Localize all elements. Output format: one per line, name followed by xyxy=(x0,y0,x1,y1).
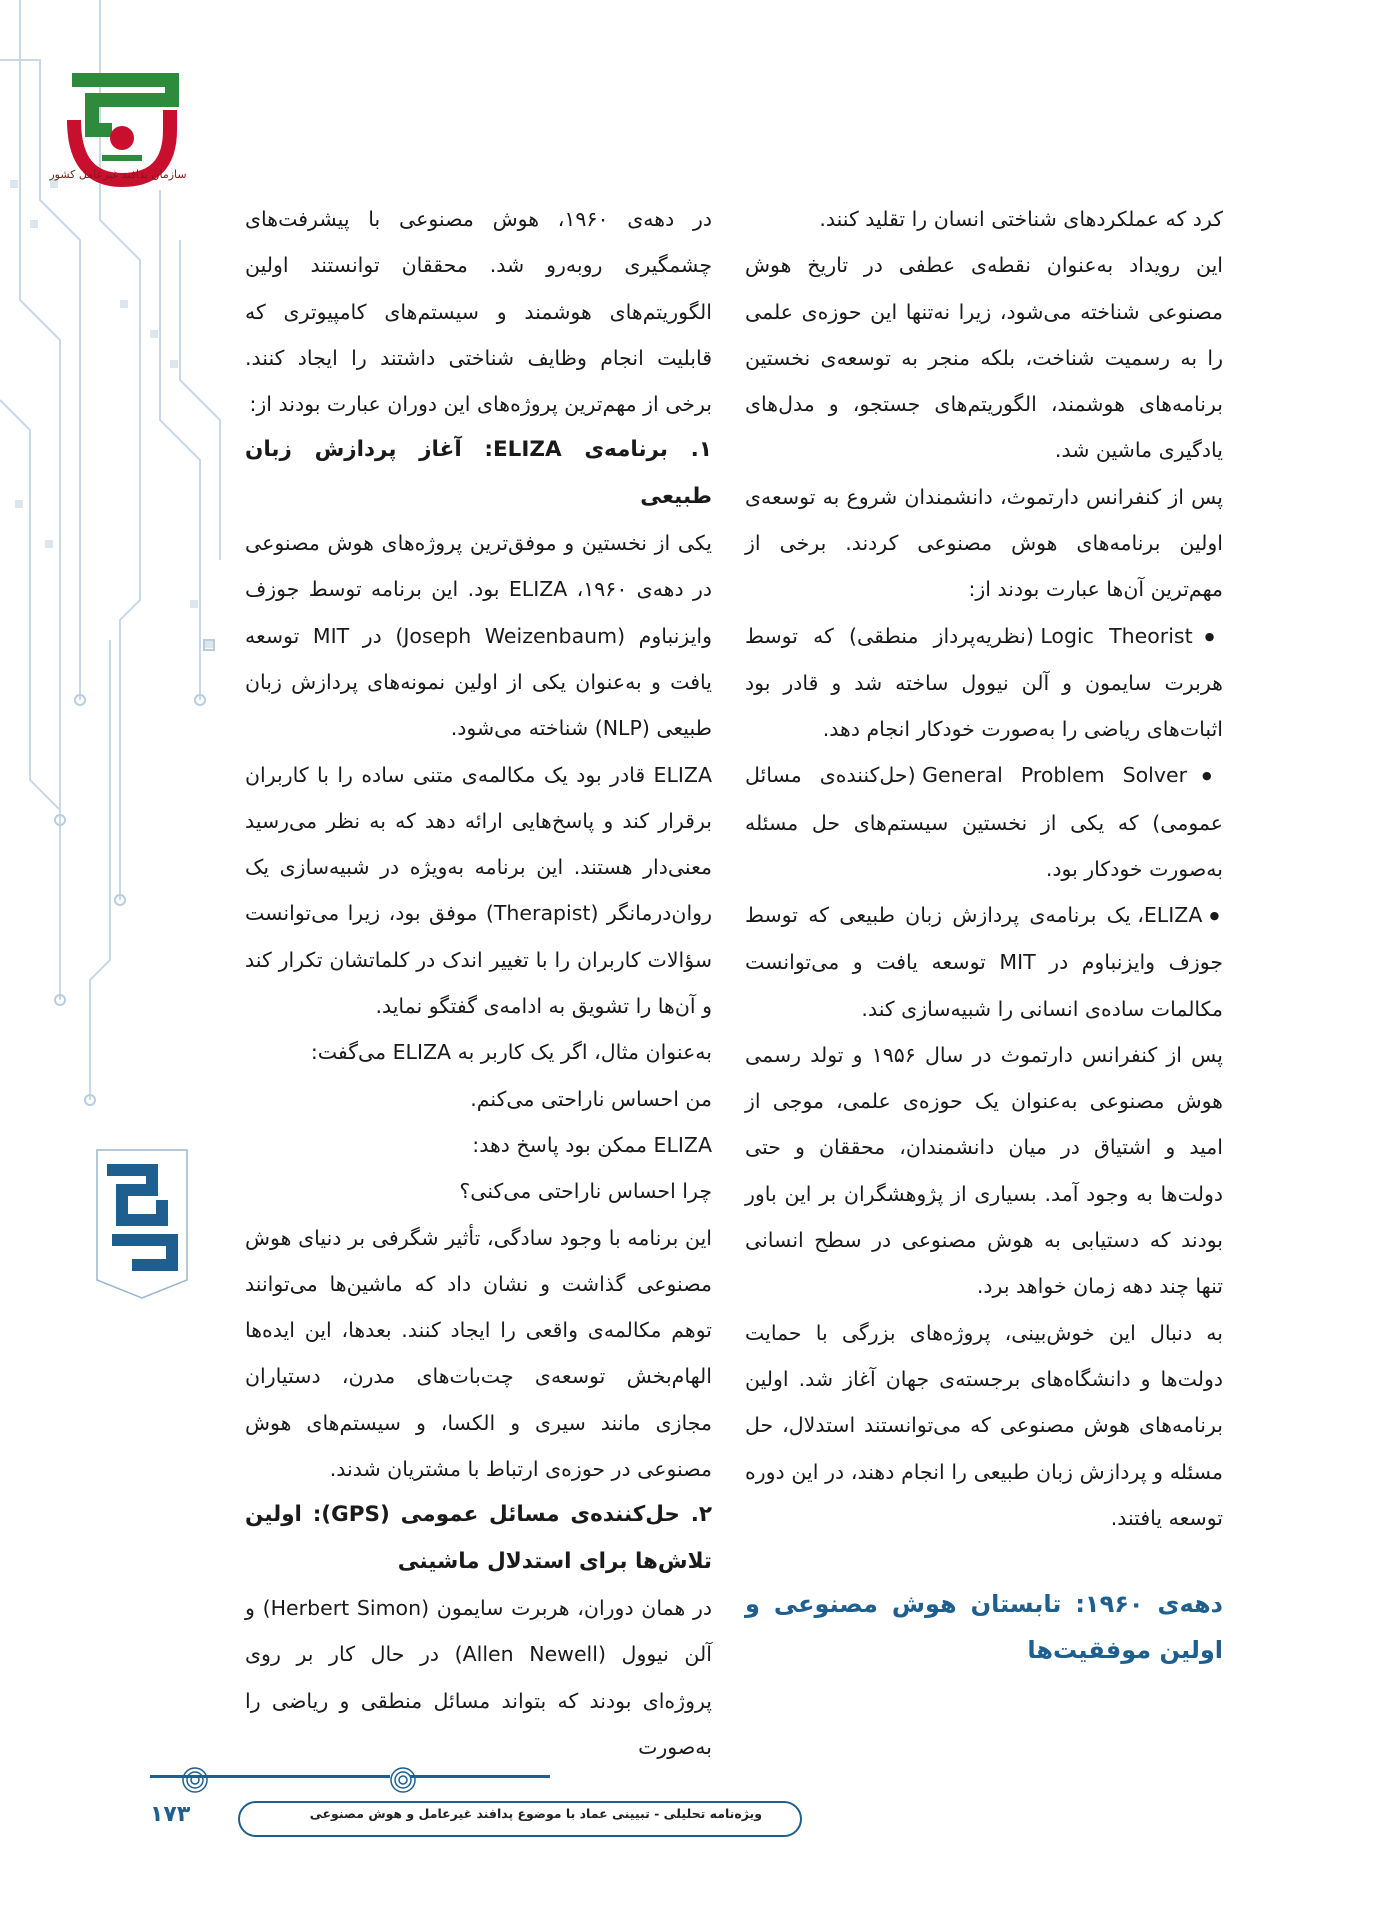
right-column xyxy=(745,196,1223,1673)
emad-emblem-icon xyxy=(92,1140,192,1300)
logo-caption: سازمان پدافند غیرعامل کشور xyxy=(49,168,187,181)
paragraph: کرد که عملکردهای شناختی انسان را تقلید کنند. xyxy=(819,207,1223,231)
spiral-icon xyxy=(388,1765,418,1795)
paragraph: ELIZA ممکن بود پاسخ دهد: xyxy=(472,1132,712,1157)
subheading-eliza: ۱. برنامه‌ی ELIZA: آغاز پردازش زبان طبیعی xyxy=(245,437,712,509)
bullet-item: ● General Problem Solver (حل‌کننده‌ی مسائل عمومی) که یکی از نخستین سیستم‌های حل مسئله به‌صورت خودکار بود. xyxy=(745,752,1223,892)
footer-title: ویژه‌نامه تحلیلی - تبیینی عماد با موضوع پدافند غیرعامل و هوش مصنوعی xyxy=(309,1806,762,1821)
paragraph: ELIZA قادر بود یک مکالمه‌ی متنی ساده را با کاربران برقرار کند و پاسخ‌هایی ارائه دهد که به نظر می‌رسید معنی‌دار هستند. این برنامه به‌ویژه در شبیه‌سازی یک روان‌درمانگر (Therapist) موفق بود، زیرا می‌توانست سؤالات کاربران را با تغییر اندک در کلماتشان تکرار کند و آن‌ها را تشویق به ادامه‌ی گفتگو نماید. xyxy=(245,762,712,1019)
paragraph: من احساس ناراحتی می‌کنم. xyxy=(470,1086,712,1111)
footer-divider xyxy=(410,1775,550,1778)
paragraph: به‌عنوان مثال، اگر یک کاربر به ELIZA می‌گفت: xyxy=(310,1040,712,1065)
bullet-item: ● Logic Theorist (نظریه‌پرداز منطقی) که توسط هربرت سایمون و آلن نیوول ساخته شد و قادر بود اثبات‌های ریاضی را به‌صورت خودکار انجام دهد. xyxy=(745,613,1223,753)
paragraph: این برنامه با وجود سادگی، تأثیر شگرفی بر دنیای هوش مصنوعی گذاشت و نشان داد که ماشین‌ها می‌توانند توهم مکالمه‌ی واقعی را ایجاد کنند. بعدها، این ایده‌ها الهام‌بخش توسعه‌ی چت‌بات‌های مدرن، دستیاران مجازی مانند سیری و الکسا، و سیستم‌های هوش مصنوعی در حوزه‌ی ارتباط با مشتریان شدند. xyxy=(245,1225,712,1482)
paragraph: پس از کنفرانس دارتموث، دانشمندان شروع به توسعه‌ی اولین برنامه‌های هوش مصنوعی کردند. برخی از مهم‌ترین آن‌ها عبارت بودند از: xyxy=(745,484,1223,602)
paragraph: به دنبال این خوش‌بینی، پروژه‌های بزرگی با حمایت دولت‌ها و دانشگاه‌های برجسته‌ی جهان آغاز شد. اولین برنامه‌های هوش مصنوعی که می‌توانستند استدلال، حل مسئله و پردازش زبان طبیعی را انجام دهند، در این دوره توسعه یافتند. xyxy=(745,1320,1223,1530)
bullet-item: ● ELIZA، یک برنامه‌ی پردازش زبان طبیعی که توسط جوزف وایزنباوم در MIT توسعه یافت و می‌توانست مکالمات ساده‌ی انسانی را شبیه‌سازی کند. xyxy=(745,892,1223,1032)
paragraph: یکی از نخستین و موفق‌ترین پروژه‌های هوش مصنوعی در دهه‌ی ۱۹۶۰، ELIZA بود. این برنامه توسط جوزف وایزنباوم (Joseph Weizenbaum) در MIT توسعه یافت و به‌عنوان یکی از اولین نمونه‌های پردازش زبان طبیعی (NLP) شناخته می‌شود. xyxy=(245,531,712,741)
paragraph: این رویداد به‌عنوان نقطه‌ی عطفی در تاریخ هوش مصنوعی شناخته می‌شود، زیرا نه‌تنها این حوزه‌ی علمی را به رسمیت شناخت، بلکه منجر به توسعه‌ی نخستین برنامه‌های هوشمند، الگوریتم‌های جستجو، و مدل‌های یادگیری ماشین شد. xyxy=(745,253,1223,463)
circuit-decoration xyxy=(0,0,230,1300)
page-footer xyxy=(150,1765,1200,1835)
paragraph: پس از کنفرانس دارتموث در سال ۱۹۵۶ و تولد رسمی هوش مصنوعی به‌عنوان یک حوزه‌ی علمی، موجی از امید و اشتیاق در میان دانشمندان، محققان و حتی دولت‌ها به وجود آمد. بسیاری از پژوهشگران بر این باور بودند که دستیابی به هوش مصنوعی در سطح انسانی تنها چند دهه زمان خواهد برد. xyxy=(745,1042,1223,1299)
paragraph: در همان دوران، هربرت سایمون (Herbert Simon) و آلن نیوول (Allen Newell) در حال کار بر روی پروژه‌ای بودند که بتواند مسائل منطقی و ریاضی را به‌صورت xyxy=(245,1595,712,1759)
left-column xyxy=(245,196,712,1770)
paragraph: چرا احساس ناراحتی می‌کنی؟ xyxy=(459,1179,712,1204)
paragraph: در دهه‌ی ۱۹۶۰، هوش مصنوعی با پیشرفت‌های چشمگیری روبه‌رو شد. محققان توانستند اولین الگوریتم‌های هوشمند و سیستم‌های کامپیوتری که قابلیت انجام وظایف شناختی داشتند را ایجاد کنند. برخی از مهم‌ترین پروژه‌های این دوران عبارت بودند از: xyxy=(245,207,712,417)
section-title: دهه‌ی ۱۹۶۰: تابستان هوش مصنوعی و اولین موفقیت‌ها xyxy=(745,1590,1223,1665)
spiral-icon xyxy=(180,1765,210,1795)
subheading-gps: ۲. حل‌کننده‌ی مسائل عمومی (GPS): اولین تلاش‌ها برای استدلال ماشینی xyxy=(245,1502,712,1574)
page-number: ۱۷۳ xyxy=(150,1802,191,1827)
